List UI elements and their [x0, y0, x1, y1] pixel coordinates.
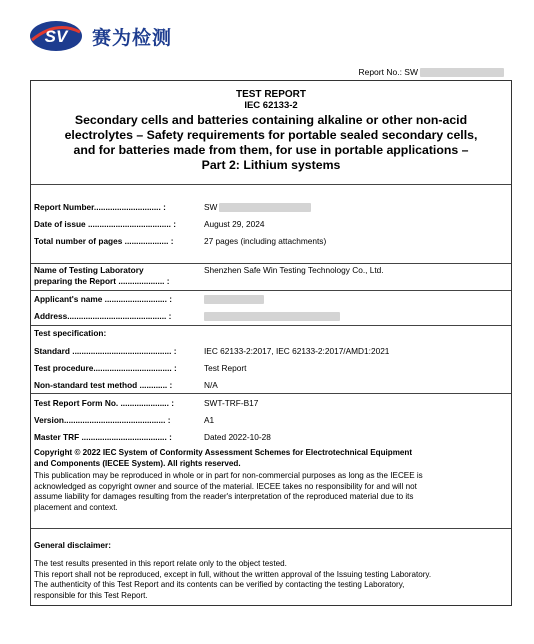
pages-value: 27 pages (including attachments)	[204, 236, 327, 246]
version-value: A1	[204, 415, 215, 425]
procedure-value: Test Report	[204, 363, 247, 373]
trf-section	[31, 394, 511, 529]
svg-text:SV: SV	[44, 27, 68, 46]
redacted-text	[204, 295, 264, 304]
applicant-name-label: Applicant's name ........................... :	[34, 294, 172, 304]
standard-label: Standard ........................................... :	[34, 346, 177, 356]
nonstd-value: N/A	[204, 380, 218, 390]
title-section	[31, 81, 511, 185]
date-value: August 29, 2024	[204, 219, 265, 229]
lab-value: Shenzhen Safe Win Testing Technology Co., Ltd.	[204, 265, 384, 275]
master-label: Master TRF ..................................... :	[34, 432, 172, 442]
standard-title-line: and for batteries made from them, for use in portable applications –	[73, 143, 469, 157]
pages-label: Total number of pages ................... :	[34, 236, 174, 246]
report-number-value: SW	[204, 202, 311, 212]
applicant-section	[31, 291, 511, 326]
report-number-label: Report Number............................. :	[34, 202, 166, 212]
standard-title-line: Part 2: Lithium systems	[201, 158, 341, 172]
form-value: SWT-TRF-B17	[204, 398, 259, 408]
address-label: Address........................................... :	[34, 311, 172, 321]
copyright-notice: Copyright © 2022 IEC System of Conformity Assessment Schemes for Electrotechnical Equipment and Components (IECEE System). All rights reserved.	[34, 448, 413, 468]
version-label: Version............................................ :	[34, 415, 171, 425]
redacted-text	[204, 312, 340, 321]
applicant-name-value	[204, 294, 264, 304]
standard-title-line: electrolytes – Safety requirements for portable sealed secondary cells,	[64, 128, 478, 142]
report-form	[30, 80, 512, 606]
redacted-text	[219, 203, 311, 212]
test-spec-section	[31, 326, 511, 394]
test-spec-heading: Test specification:	[34, 328, 107, 338]
master-value: Dated 2022-10-28	[204, 432, 271, 442]
logo-text: 赛为检测	[92, 27, 173, 49]
copyright-text: This publication may be reproduced in whole or in part for non-commercial purposes as long as the IECEE is acknowledged as copyright owner and source of the material. IECEE takes no responsibility for and will not assume liability for damages resulting from the reader's interpretation of the reproduced material due to its placement and context.	[34, 471, 423, 512]
nonstd-label: Non-standard test method ............ :	[34, 380, 173, 390]
date-label: Date of issue .................................... :	[34, 219, 176, 229]
address-value	[204, 311, 340, 321]
page-header	[0, 0, 534, 77]
company-logo	[28, 18, 172, 54]
form-label: Test Report Form No. ..................... :	[34, 398, 174, 408]
procedure-label: Test procedure.................................. :	[34, 363, 177, 373]
report-info-section	[31, 185, 511, 264]
standard-value: IEC 62133-2:2017, IEC 62133-2:2017/AMD1:2021	[204, 346, 390, 356]
report-title: TEST REPORT	[235, 89, 306, 100]
standard-code: IEC 62133-2	[244, 100, 298, 111]
redacted-text	[420, 68, 504, 77]
report-number-header: Report No.: SW	[358, 67, 504, 77]
standard-title-line: Secondary cells and batteries containing alkaline or other non-acid	[74, 113, 468, 127]
lab-label: Name of Testing Laboratory preparing the Report .................... :	[34, 265, 170, 286]
disclaimer-heading: General disclaimer:	[34, 540, 112, 550]
lab-section	[31, 264, 511, 291]
disclaimer-text: The test results presented in this report relate only to the object tested. This report shall not be reproduced, except in full, without the written approval of the Issuing testing Laboratory. The authenticity of this Test Report and its contents can be verified by contacting the testing Laboratory, responsible for this Test Report.	[34, 559, 432, 600]
disclaimer-section	[31, 529, 511, 607]
sv-logo-icon	[28, 18, 84, 54]
